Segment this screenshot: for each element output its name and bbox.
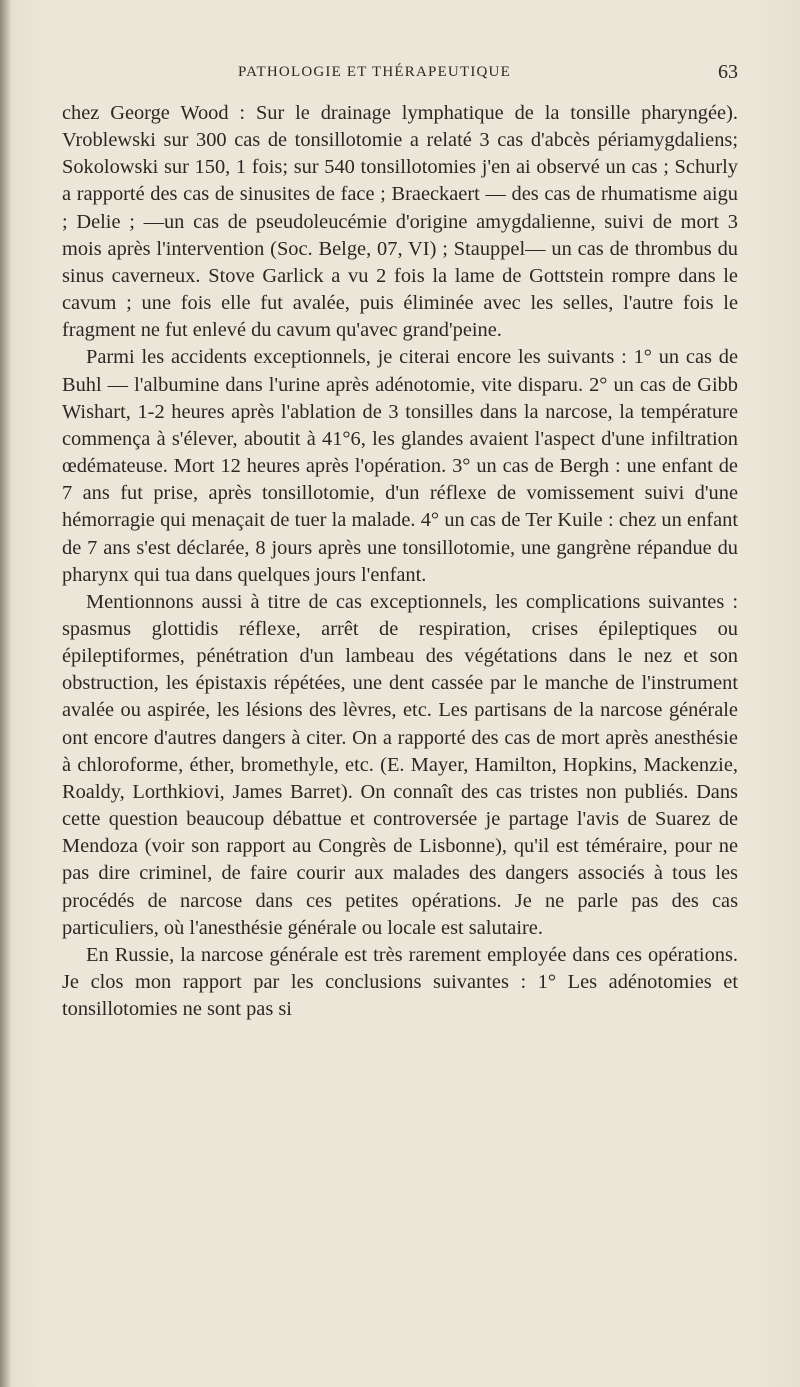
page-number: 63 xyxy=(718,61,738,83)
paragraph: Parmi les accidents exceptionnels, je citerai encore les suivants : 1° un cas de Buhl — l'albumine dans l'urine après adénotomie, vite disparu. 2° un cas de Gibb Wishart, 1-2 heures après l'ablation de 3 tonsilles dans la narcose, la température commença à s'élever, aboutit à 41°6, les glandes avaient l'aspect d'une infiltration œdémateuse. Mort 12 heures après l'opération. 3° un cas de Bergh : une enfant de 7 ans fut prise, après tonsillotomie, d'un réflexe de vomissement suivi d'une hémorragie qui menaçait de tuer la malade. 4° un cas de Ter Kuile : chez un enfant de 7 ans s'est déclarée, 8 jours après une tonsillotomie, une gangrène répandue du pharynx qui tua dans quelques jours l'enfant. xyxy=(62,346,738,586)
paragraph: En Russie, la narcose générale est très rarement employée dans ces opérations. Je clos mon rapport par les conclusions suivantes : 1° Les adénotomies et tonsillotomies ne sont pas si xyxy=(62,943,738,1021)
paragraph: chez George Wood : Sur le drainage lymphatique de la tonsille pharyngée). Vroblewski sur 300 cas de tonsillotomie a relaté 3 cas d'abcès périamygdaliens; Sokolowski sur 150, 1 fois; sur 540 tonsillotomies j'en ai observé un cas ; Schurly a rapporté des cas de sinusites de face ; Braeckaert — des cas de rhumatisme aigu ; Delie ; —un cas de pseudoleucémie d'origine amygdalienne, suivi de mort 3 mois après l'intervention (Soc. Belge, 07, VI) ; Stauppel— un cas de thrombus du sinus caverneux. Stove Garlick a vu 2 fois la lame de Gottstein rompre dans le cavum ; une fois elle fut avalée, puis éliminée avec les selles, l'autre fois le fragment ne fut enlevé du cavum qu'avec grand'peine. xyxy=(62,102,738,342)
book-spine-shadow xyxy=(0,0,10,1387)
body-text xyxy=(62,100,738,1023)
running-title: PATHOLOGIE ET THÉRAPEUTIQUE xyxy=(238,64,511,80)
page-header xyxy=(238,62,738,86)
paragraph: Mentionnons aussi à titre de cas exceptionnels, les complications suivantes : spasmus glottidis réflexe, arrêt de respiration, crises épileptiques ou épileptiformes, pénétration d'un lambeau des végétations dans le nez et son obstruction, les épistaxis répétées, une dent cassée par le manche de l'instrument avalée ou aspirée, les lésions des lèvres, etc. Les partisans de la narcose générale ont encore d'autres dangers à citer. On a rapporté des cas de mort après anesthésie à chloroforme, éther, bromethyle, etc. (E. Mayer, Hamilton, Hopkins, Mackenzie, Roaldy, Lorthkiovi, James Barret). On connaît des cas tristes non publiés. Dans cette question beaucoup débattue et controversée je partage l'avis de Suarez de Mendoza (voir son rapport au Congrès de Lisbonne), qu'il est téméraire, pour ne pas dire criminel, de faire courir aux malades des dangers associés à tous les procédés de narcose dans ces petites opérations. Je ne parle pas des cas particuliers, où l'anesthésie générale ou locale est salutaire. xyxy=(62,590,738,939)
